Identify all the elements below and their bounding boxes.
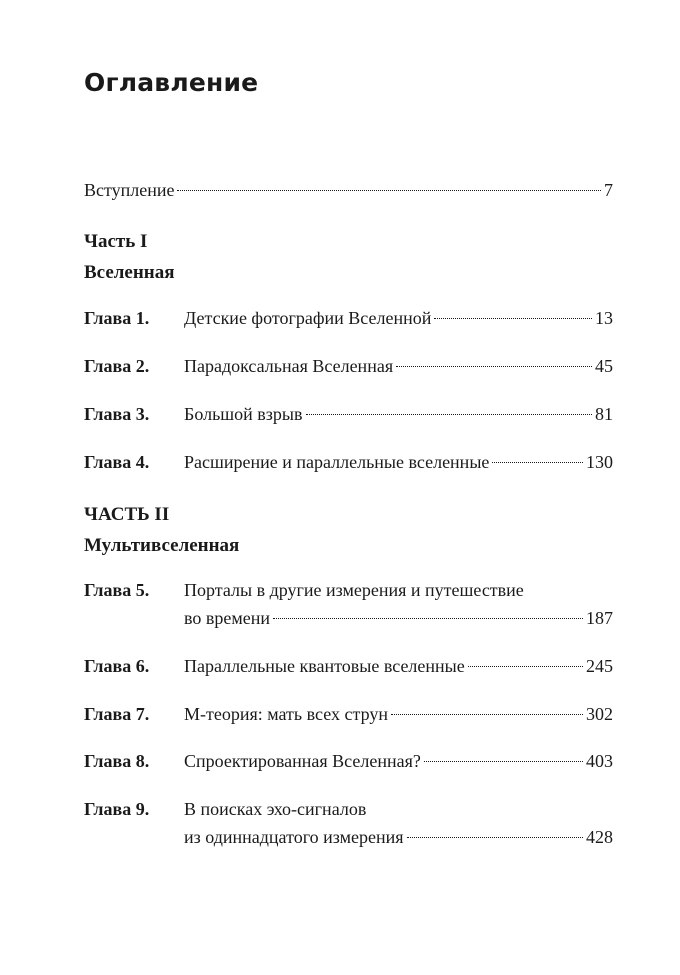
toc-entry-chapter-7[interactable] <box>84 700 613 728</box>
dot-leader <box>177 190 601 191</box>
chapter-label: Глава 6. <box>84 656 150 676</box>
toc-entry-chapter-5[interactable] <box>84 576 613 632</box>
toc-entry-chapter-6[interactable] <box>84 652 613 680</box>
chapter-label: Глава 7. <box>84 704 150 724</box>
entry-title: Парадоксальная Вселенная <box>184 356 394 376</box>
entry-title: из одиннадцатого измерения <box>184 827 404 847</box>
entry-title: Расширение и параллельные вселенные <box>184 452 490 472</box>
entry-title: Детские фотографии Вселенной <box>184 308 432 328</box>
toc-entry-chapter-9[interactable] <box>84 795 613 851</box>
part-name: Мультивселенная <box>84 535 240 556</box>
page-number: 187 <box>586 608 613 628</box>
page-number: 428 <box>586 827 613 847</box>
toc-entry-intro[interactable] <box>84 176 613 204</box>
entry-title: Вступление <box>84 180 175 200</box>
toc-entry-chapter-8[interactable] <box>84 747 613 775</box>
page-number: 302 <box>586 704 613 724</box>
page-number: 7 <box>604 180 613 200</box>
chapter-label: Глава 1. <box>84 308 150 328</box>
dot-leader <box>396 366 592 367</box>
toc-entry-chapter-3[interactable] <box>84 400 613 428</box>
chapter-label: Глава 3. <box>84 404 150 424</box>
dot-leader <box>492 462 583 463</box>
toc-entry-chapter-4[interactable] <box>84 448 613 476</box>
chapter-label: Глава 5. <box>84 580 150 600</box>
entry-title-line1: Порталы в другие измерения и путешествие <box>184 580 524 600</box>
part-name: Вселенная <box>84 262 175 283</box>
part-label: Часть I <box>84 231 148 252</box>
entry-title: Спроектированная Вселенная? <box>184 751 421 771</box>
part-label: ЧАСТЬ II <box>84 504 170 525</box>
page-title: Оглавление <box>84 68 259 97</box>
page-number: 245 <box>586 656 613 676</box>
entry-title: Большой взрыв <box>184 404 303 424</box>
page-number: 81 <box>595 404 613 424</box>
dot-leader <box>468 666 583 667</box>
page-number: 403 <box>586 751 613 771</box>
dot-leader <box>273 618 583 619</box>
page-number: 130 <box>586 452 613 472</box>
entry-title: М-теория: мать всех струн <box>184 704 388 724</box>
part-heading-2 <box>84 499 239 561</box>
entry-title: во времени <box>184 608 271 628</box>
page-number: 13 <box>595 308 613 328</box>
dot-leader <box>424 761 583 762</box>
entry-title-line1: В поисках эхо-сигналов <box>184 799 367 819</box>
page-number: 45 <box>595 356 613 376</box>
dot-leader <box>306 414 593 415</box>
dot-leader <box>434 318 592 319</box>
chapter-label: Глава 8. <box>84 751 150 771</box>
dot-leader <box>391 714 583 715</box>
chapter-label: Глава 4. <box>84 452 150 472</box>
toc-entry-chapter-1[interactable] <box>84 304 613 332</box>
chapter-label: Глава 2. <box>84 356 150 376</box>
dot-leader <box>407 837 583 838</box>
toc-entry-chapter-2[interactable] <box>84 352 613 380</box>
chapter-label: Глава 9. <box>84 799 150 819</box>
part-heading-1 <box>84 226 175 288</box>
entry-title: Параллельные квантовые вселенные <box>184 656 465 676</box>
